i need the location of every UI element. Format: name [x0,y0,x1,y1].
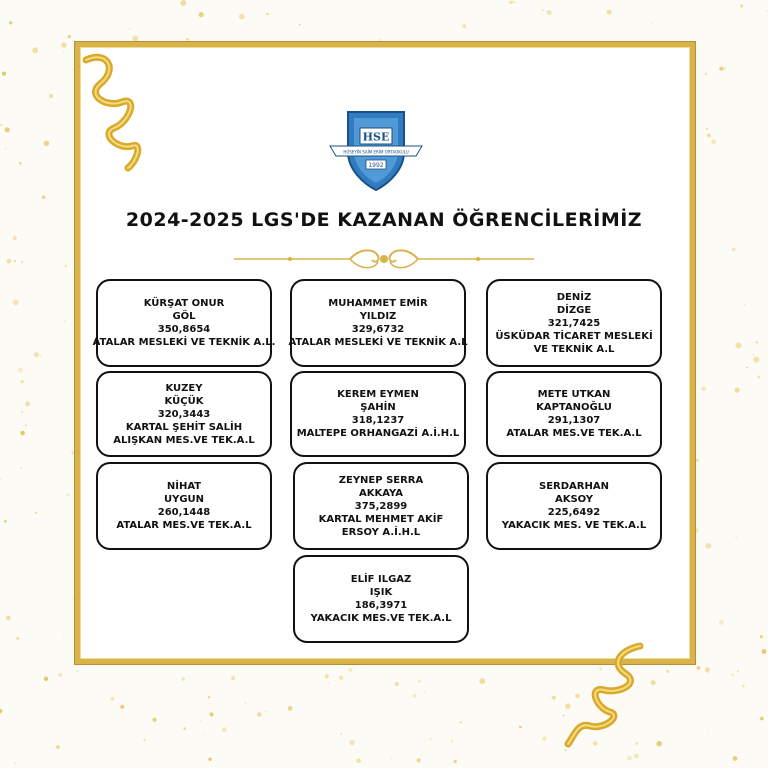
student-card [486,462,662,550]
student-card-line: MUHAMMET EMİR [328,298,428,309]
student-card-line: KUZEY [165,382,203,394]
student-card-line: ATALAR MESLEKİ VE TEKNİK A.L. [92,337,276,348]
student-card [293,555,469,643]
student-card-line: DİZGE [556,304,592,316]
student-card-line: MALTEPE ORHANGAZİ A.İ.H.L [296,428,460,439]
student-card-line: ATALAR MESLEKİ VE TEKNİK A.L [288,337,468,348]
student-card-line: YILDIZ [359,311,397,322]
student-card-line: UYGUN [163,494,205,505]
student-card-line: ŞAHİN [360,402,396,413]
student-card-line: 350,8654 [157,324,211,335]
student-card [290,371,466,457]
student-card [96,371,272,457]
student-card [486,279,662,367]
student-card-line: VE TEKNİK A.L [533,343,615,355]
student-card-line: YAKACIK MES.VE TEK.A.L [310,613,452,624]
gold-ribbon-bottom-right [560,640,650,750]
student-card-line: 318,1237 [351,415,405,426]
student-card-line: NİHAT [166,481,202,492]
student-card [92,279,276,367]
student-card-line: ATALAR MES.VE TEK.A.L [506,428,642,439]
student-card-line: ERSOY A.İ.H.L [341,526,421,538]
student-card-line: KARTAL MEHMET AKİF [318,513,444,525]
student-card-line: ATALAR MES.VE TEK.A.L [116,520,252,531]
gold-ribbon-top-left [78,50,148,180]
school-shield-logo [326,108,426,192]
student-card-line: 321,7425 [547,317,601,329]
student-card-line: YAKACIK MES. VE TEK.A.L [501,520,647,531]
student-card-line: AKSOY [554,494,594,505]
student-card-line: AKKAYA [358,487,404,499]
student-card-line: ELİF ILGAZ [350,574,412,585]
student-card-line: DENİZ [556,291,592,303]
student-card-line: 320,3443 [157,408,211,420]
student-card-line: SERDARHAN [539,481,609,492]
student-card-line: KAPTANOĞLU [536,402,612,413]
page-title: 2024-2025 LGS'DE KAZANAN ÖĞRENCİLERİMİZ [125,209,643,231]
student-card-line: ALIŞKAN MES.VE TEK.A.L [113,434,255,446]
student-card-line: KARTAL ŞEHİT SALİH [125,421,243,433]
gold-ornament-divider [230,246,538,272]
student-card-line: ÜSKÜDAR TİCARET MESLEKİ [495,330,653,342]
student-card [96,462,272,550]
logo-initials: HSE [362,130,390,144]
student-card-line: METE UTKAN [537,389,611,400]
student-card-line: 291,1307 [547,415,601,426]
student-card [486,371,662,457]
student-card-line: ZEYNEP SERRA [338,474,424,486]
student-card-line: 260,1448 [157,507,211,518]
student-card [290,279,466,367]
student-card-line: 225,6492 [547,507,601,518]
student-card-line: GÖL [172,311,196,322]
student-card-line: KÜRŞAT ONUR [143,298,225,309]
student-card-line: 329,6732 [351,324,405,335]
student-card-line: IŞIK [369,587,393,598]
student-card-line: KEREM EYMEN [337,389,419,400]
logo-year: 1992 [368,162,384,169]
student-card [293,462,469,550]
student-card-line: 186,3971 [354,600,408,611]
student-card-line: 375,2899 [354,500,408,512]
student-card-line: KÜÇÜK [164,395,204,407]
logo-school-name: HÜSEYİN SAİM ERİM ORTAOKULU [343,149,409,155]
